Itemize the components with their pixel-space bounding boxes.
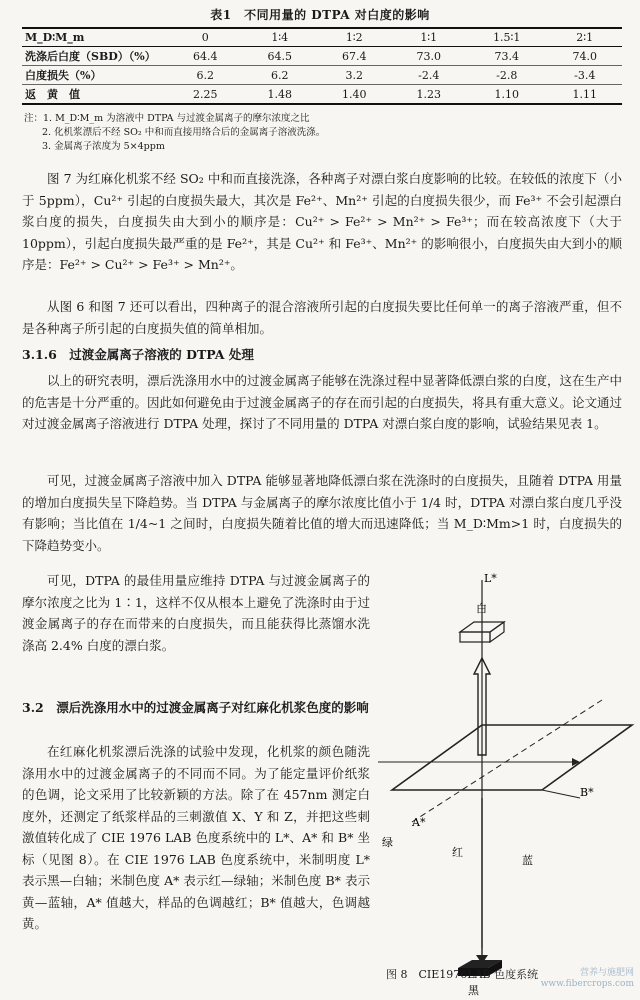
section-heading-3-1-6: 3.1.6 过渡金属离子溶液的 DTPA 处理: [22, 347, 254, 362]
paragraph-mixed-ions: 从图 6 和图 7 还可以看出，四种离子的混合溶液所引起的白度损失要比任何单一的离子溶液严重，但不是各种离子所引起的白度损失值的简单相加。: [22, 299, 622, 336]
table-cell: 1.23: [392, 85, 467, 105]
label-green: 绿: [382, 836, 393, 849]
paragraph-dtpa-result: 可见，过渡金属离子溶液中加入 DTPA 能够显著地降低漂白浆在洗涤时的白度损失，且随着 DTPA 用量的增加白度损失呈下降趋势。当 DTPA 与金属离子的摩尔浓度比值小于 1/4 时，DTPA 对漂白浆白度几乎没有影响；当比值在 1/4~1 之间时，白度损失随着比值的增大而迅速降低；当 M_D∶Mm>1 时，白度损失的下降趋势变小。: [22, 473, 622, 553]
color-plane: [392, 725, 632, 790]
paragraph-dtpa-intro: 以上的研究表明，漂后洗涤用水中的过渡金属离子能够在洗涤过程中显著降低漂白浆的白度，这在生产中的危害是十分严重的。因此如何避免由于过渡金属离子的存在而引起的白度损失，将具有重大意义。论文通过对过渡金属离子溶液进行 DTPA 处理，探讨了不同用量的 DTPA 对漂白浆白度的影响，试验结果见表 1。: [22, 373, 623, 431]
cie-lab-diagram: [372, 560, 640, 1000]
table-cell: 64.5: [243, 47, 318, 66]
watermark-line: www.fibercrops.com: [540, 979, 634, 989]
table-header-row: [22, 28, 622, 47]
b-axis-label: B*: [580, 786, 594, 799]
row-label: 白度损失（%）: [22, 66, 168, 85]
table-header-cell: 1∶4: [243, 28, 318, 47]
paragraph-dtpa-optimum: 可见，DTPA 的最佳用量应维持 DTPA 与过渡金属离子的摩尔浓度之比为 1∶1，这样不仅从根本上避免了洗涤时由于过渡金属离子的存在而带来的白度损失，而且能获得比蒸馏水洗涤高 2.4% 白度的漂白浆。: [22, 573, 370, 653]
table-header-cell: 1∶1: [392, 28, 467, 47]
table-cell: 1.40: [317, 85, 392, 105]
row-label: 返 黄 值: [22, 85, 168, 105]
table-title: 表1 不同用量的 DTPA 对白度的影响: [210, 8, 430, 22]
label-white: 白: [476, 602, 487, 615]
table-header-cell: 1.5∶1: [466, 28, 547, 47]
table-cell: 64.4: [168, 47, 243, 66]
a-axis-label: A*: [412, 816, 426, 829]
table-cell: 1.11: [547, 85, 622, 105]
figure-caption: 图 8 CIE1976LAB 色度系统: [386, 968, 539, 981]
watermark-line: 营养与施肥网: [579, 968, 634, 978]
paragraph-color-method: 在红麻化机浆漂后洗涤的试验中发现，化机浆的颜色随洗涤用水中的过渡金属离子的不同而不同。为了能定量评价纸浆的色调，论文采用了比较新颖的方法。除了在 457nm 测定白度外，还测定了纸浆样品的三刺激值 X、Y 和 Z，并把这些刺激值转化成了 CIE 1976 LAB 色度系统中的 L*、A* 和 B* 坐标（见图 8）。在 CIE 1976 LAB 色度系统中，米制明度 L* 表示黑—白轴；米制色度 A* 表示红—绿轴；米制色度 B* 表示黄—蓝轴，A* 值越大，样品的色调越红；B* 值越大，色调越黄。: [22, 744, 370, 931]
table-header-cell: 0: [168, 28, 243, 47]
table-note: 2. 化机浆漂后不经 SO₂ 中和而直接用络合后的金属离子溶液洗涤。: [42, 127, 326, 138]
l-axis-label: L*: [484, 572, 497, 585]
dtpa-table: [22, 27, 622, 105]
table-header-cell: 2∶1: [547, 28, 622, 47]
row-label: 洗涤后白度（SBD）（%）: [22, 47, 168, 66]
table-cell: 6.2: [243, 66, 318, 85]
table-notes: [24, 112, 584, 154]
table-cell: 74.0: [547, 47, 622, 66]
table-cell: -2.8: [466, 66, 547, 85]
table-header-cell: M_D∶M_m: [22, 28, 168, 47]
table-cell: 6.2: [168, 66, 243, 85]
section-heading-3-2: 3.2 漂后洗涤用水中的过渡金属离子对红麻化机浆色度的影响: [22, 700, 369, 715]
table-header-cell: 1∶2: [317, 28, 392, 47]
label-black: 黑: [468, 984, 479, 997]
table-row: [22, 66, 622, 85]
table-cell: 3.2: [317, 66, 392, 85]
watermark: [541, 968, 634, 990]
table-cell: 73.0: [392, 47, 467, 66]
table-cell: -2.4: [392, 66, 467, 85]
table-cell: 73.4: [466, 47, 547, 66]
paragraph-fig7: 图 7 为红麻化机浆不经 SO₂ 中和而直接洗涤，各种离子对漂白浆白度影响的比较。在较低的浓度下（小于 5ppm），Cu²⁺ 引起的白度损失最大，其次是 Fe²⁺、Mn²⁺ 引起的白度损失很少，而 Fe³⁺ 不会引起漂白浆白度的损失，白度损失由大到小的顺序是：Cu²⁺ > Fe²⁺ > Mn²⁺ > Fe³⁺；而在较高浓度下（大于 10ppm），引起白度损失最严重的是 Fe²⁺，其是 Cu²⁺ 和 Fe³⁺、Mn²⁺ 的影响很小，白度损失由大到小的顺序是：Fe²⁺ > Cu²⁺ > Fe³⁺ > Mn²⁺。: [22, 171, 622, 272]
table-cell: 1.10: [466, 85, 547, 105]
table-cell: 1.48: [243, 85, 318, 105]
table-row: [22, 85, 622, 105]
table-note: 3. 金属离子浓度为 5×4ppm: [42, 141, 165, 152]
table-cell: -3.4: [547, 66, 622, 85]
label-red: 红: [452, 846, 463, 859]
table-cell: 67.4: [317, 47, 392, 66]
table-row: [22, 47, 622, 66]
table-note: 注：1. M_D∶M_m 为溶液中 DTPA 与过渡金属离子的摩尔浓度之比: [24, 113, 310, 124]
table-cell: 2.25: [168, 85, 243, 105]
label-blue: 蓝: [522, 854, 533, 867]
